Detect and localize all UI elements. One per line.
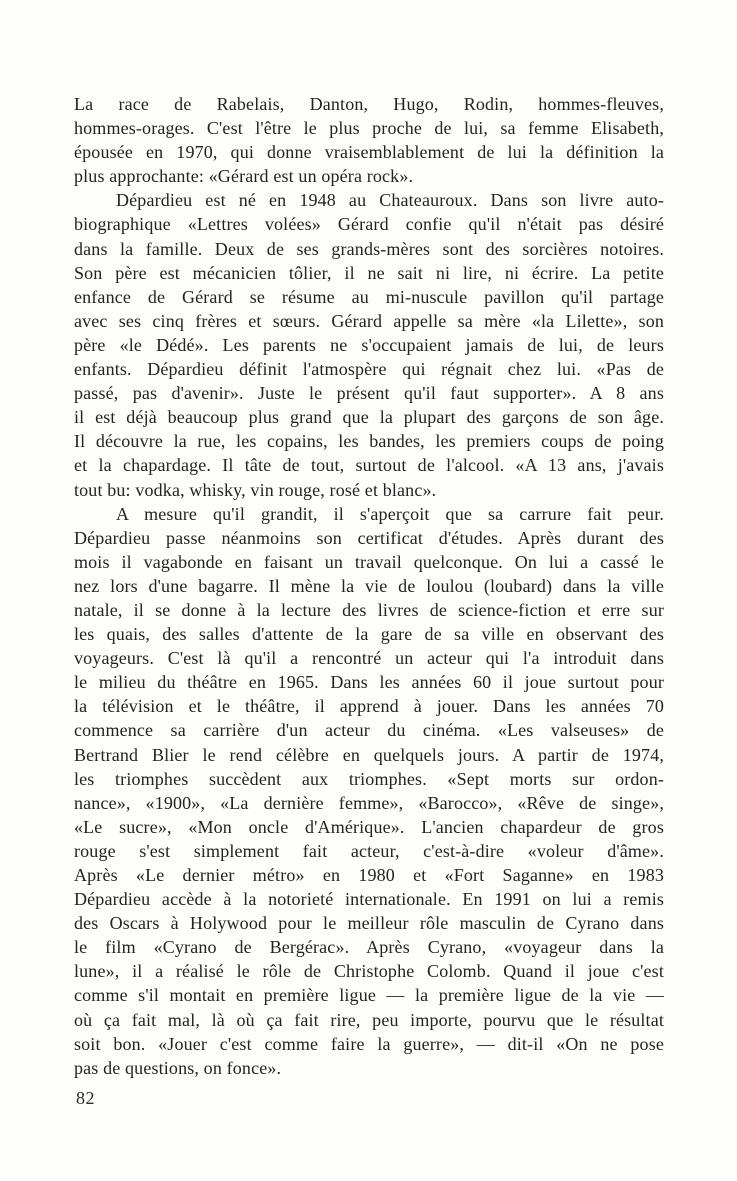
text-line: A mesure qu'il grandit, il s'aperçoit que sa carrure fait peur. (116, 503, 664, 524)
text-line: Il découvre la rue, les copains, les bandes, les premiers coups de poing (74, 431, 664, 452)
text-line: il est déjà beaucoup plus grand que la plupart des garçons de son âge. (74, 407, 664, 428)
text-line: Dépardieu passe néanmoins son certificat d'études. Après durant des (74, 527, 664, 548)
text-line: père «le Dédé». Les parents ne s'occupaient jamais de lui, de leurs (74, 334, 664, 355)
text-line: dans la famille. Deux de ses grands-mères sont des sorcières notoires. (74, 238, 664, 259)
text-line: Bertrand Blier le rend célèbre en quelquels jours. A partir de 1974, (74, 744, 664, 765)
text-line: le film «Cyrano de Bergérac». Après Cyrano, «voyageur dans la (74, 937, 664, 958)
text-line: les triomphes succèdent aux triomphes. «Sept morts sur ordon- (74, 768, 664, 789)
text-line: des Oscars à Holywood pour le meilleur rôle masculin de Cyrano dans (74, 913, 664, 934)
text-line: le milieu du théâtre en 1965. Dans les années 60 il joue surtout pour (74, 672, 664, 693)
text-line: La race de Rabelais, Danton, Hugo, Rodin, hommes-fleuves, (74, 94, 664, 114)
text-line: Dépardieu accède à la notorieté internationale. En 1991 on lui a remis (74, 889, 664, 910)
text-line: Dépardieu est né en 1948 au Chateauroux. Dans son livre auto- (116, 190, 664, 211)
text-line: et la chapardage. Il tâte de tout, surtout de l'alcool. «A 13 ans, j'avais (74, 455, 664, 476)
text-line: comme s'il montait en première ligue — la première ligue de la vie — (74, 985, 664, 1006)
text-line: Après «Le dernier métro» en 1980 et «Fort Saganne» en 1983 (74, 865, 664, 885)
text-line: avec ses cinq frères et sœurs. Gérard appelle sa mère «la Lilette», son (74, 310, 664, 331)
text-line: la télévision et le théâtre, il apprend à jouer. Dans les années 70 (74, 696, 664, 717)
text-line: les quais, des salles d'attente de la gare de sa ville en observant des (74, 624, 664, 645)
paragraph (74, 92, 664, 188)
text-line: enfants. Dépardieu définit l'atmospère qui régnait chez lui. «Pas de (74, 359, 664, 380)
text-line: voyageurs. C'est là qu'il a rencontré un acteur qui l'a introduit dans (74, 648, 664, 669)
text-line: plus approchante: «Gérard est un opéra rock». (74, 166, 414, 187)
text-line: biographique «Lettres volées» Gérard confie qu'il n'était pas désiré (74, 214, 664, 235)
text-line: nance», «1900», «La dernière femme», «Barocco», «Rêve de singe», (74, 792, 664, 813)
text-line: où ça fait mal, là où ça fait rire, peu importe, pourvu que le résultat (74, 1009, 664, 1030)
text-line: Son père est mécanicien tôlier, il ne sait ni lire, ni écrire. La petite (74, 262, 664, 283)
text-line: nez lors d'une bagarre. Il mène la vie de loulou (loubard) dans la ville (74, 575, 664, 596)
page-number: 82 (76, 1088, 95, 1108)
text-line: enfance de Gérard se résume au mi-nuscule pavillon qu'il partage (74, 286, 664, 307)
text-line: lune», il a réalisé le rôle de Christophe Colomb. Quand il joue c'est (74, 961, 664, 982)
text-line: épousée en 1970, qui donne vraisemblablement de lui la définition la (74, 142, 664, 163)
text-line: commence sa carrière d'un acteur du cinéma. «Les valseuses» de (74, 720, 664, 741)
text-line: soit bon. «Jouer c'est comme faire la guerre», — dit-il «On ne pose (74, 1033, 664, 1054)
text-line: «Le sucre», «Mon oncle d'Amérique». L'ancien chapardeur de gros (74, 816, 664, 837)
text-line: mois il vagabonde en faisant un travail quelconque. On lui a cassé le (74, 551, 664, 572)
text-line: natale, il se donne à la lecture des livres de science-fiction et erre sur (74, 599, 664, 620)
body-text (74, 92, 664, 1080)
text-line: passé, pas d'avenir». Juste le présent qu'il faut supporter». A 8 ans (74, 383, 664, 404)
text-line: rouge s'est simplement fait acteur, c'est-à-dire «voleur d'âme». (74, 840, 664, 861)
text-line: tout bu: vodka, whisky, vin rouge, rosé et blanc». (74, 479, 437, 500)
paragraph (74, 188, 664, 501)
text-line: pas de questions, on fonce». (74, 1057, 282, 1078)
text-line: hommes-orages. C'est l'être le plus proche de lui, sa femme Elisabeth, (74, 118, 664, 139)
paragraph (74, 502, 664, 1080)
